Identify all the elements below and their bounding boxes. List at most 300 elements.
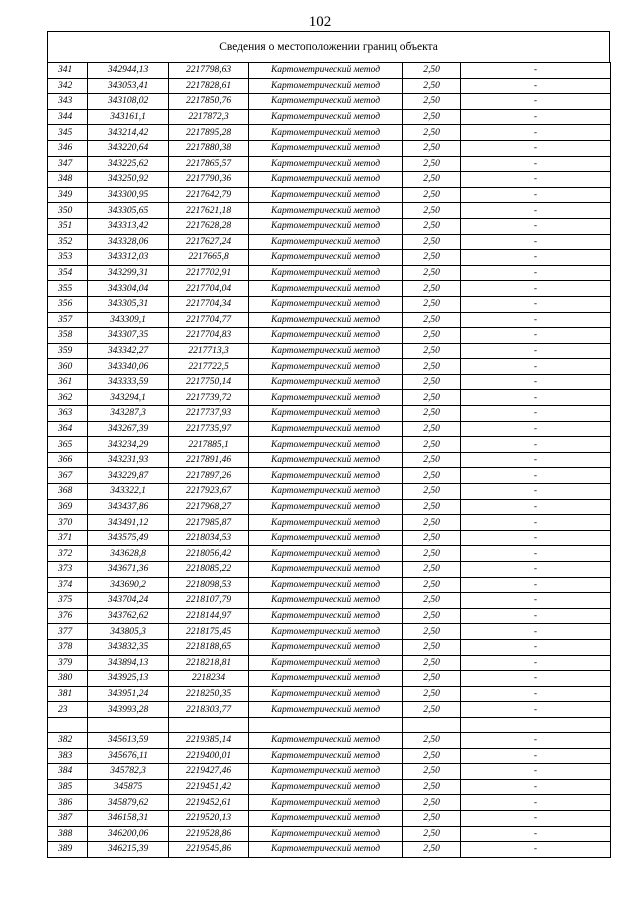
y-coordinate-cell: 2217828,61 — [169, 78, 249, 94]
method-cell: Картометрический метод — [249, 390, 403, 406]
accuracy-cell: 2,50 — [403, 530, 461, 546]
description-cell: - — [461, 810, 611, 826]
x-coordinate-cell: 343322,1 — [88, 484, 169, 500]
method-cell: Картометрический метод — [249, 374, 403, 390]
table-row — [48, 608, 611, 624]
y-coordinate-cell: 2217739,72 — [169, 390, 249, 406]
point-number-cell: 388 — [48, 826, 88, 842]
accuracy-cell: 2,50 — [403, 421, 461, 437]
empty-cell — [461, 717, 611, 732]
table-row — [48, 452, 611, 468]
x-coordinate-cell: 343575,49 — [88, 530, 169, 546]
accuracy-cell: 2,50 — [403, 779, 461, 795]
method-cell: Картометрический метод — [249, 702, 403, 718]
x-coordinate-cell: 343437,86 — [88, 499, 169, 515]
table-row — [48, 343, 611, 359]
table-row — [48, 842, 611, 858]
description-cell: - — [461, 343, 611, 359]
method-cell: Картометрический метод — [249, 639, 403, 655]
description-cell: - — [461, 686, 611, 702]
y-coordinate-cell: 2217735,97 — [169, 421, 249, 437]
description-cell: - — [461, 156, 611, 172]
accuracy-cell: 2,50 — [403, 250, 461, 266]
method-cell: Картометрический метод — [249, 686, 403, 702]
x-coordinate-cell: 343305,31 — [88, 296, 169, 312]
accuracy-cell: 2,50 — [403, 546, 461, 562]
table-row — [48, 421, 611, 437]
accuracy-cell: 2,50 — [403, 94, 461, 110]
method-cell: Картометрический метод — [249, 748, 403, 764]
table-row — [48, 810, 611, 826]
y-coordinate-cell: 2217642,79 — [169, 187, 249, 203]
page-number: 102 — [308, 14, 332, 30]
accuracy-cell: 2,50 — [403, 437, 461, 453]
description-cell: - — [461, 624, 611, 640]
x-coordinate-cell: 343671,36 — [88, 562, 169, 578]
method-cell: Картометрический метод — [249, 78, 403, 94]
y-coordinate-cell: 2217722,5 — [169, 359, 249, 375]
method-cell: Картометрический метод — [249, 172, 403, 188]
table-row — [48, 702, 611, 718]
y-coordinate-cell: 2217702,91 — [169, 265, 249, 281]
description-cell: - — [461, 826, 611, 842]
point-number-cell: 377 — [48, 624, 88, 640]
table-row — [48, 296, 611, 312]
point-number-cell: 358 — [48, 328, 88, 344]
point-number-cell: 360 — [48, 359, 88, 375]
point-number-cell: 362 — [48, 390, 88, 406]
x-coordinate-cell: 345782,3 — [88, 764, 169, 780]
x-coordinate-cell: 343307,35 — [88, 328, 169, 344]
x-coordinate-cell: 343832,35 — [88, 639, 169, 655]
x-coordinate-cell: 343704,24 — [88, 593, 169, 609]
y-coordinate-cell: 2219545,86 — [169, 842, 249, 858]
point-number-cell: 381 — [48, 686, 88, 702]
method-cell: Картометрический метод — [249, 468, 403, 484]
description-cell: - — [461, 265, 611, 281]
description-cell: - — [461, 577, 611, 593]
table-row — [48, 671, 611, 687]
y-coordinate-cell: 2217704,83 — [169, 328, 249, 344]
accuracy-cell: 2,50 — [403, 764, 461, 780]
description-cell: - — [461, 187, 611, 203]
accuracy-cell: 2,50 — [403, 218, 461, 234]
accuracy-cell: 2,50 — [403, 187, 461, 203]
method-cell: Картометрический метод — [249, 250, 403, 266]
x-coordinate-cell: 346158,31 — [88, 810, 169, 826]
method-cell: Картометрический метод — [249, 593, 403, 609]
description-cell: - — [461, 328, 611, 344]
method-cell: Картометрический метод — [249, 484, 403, 500]
accuracy-cell: 2,50 — [403, 686, 461, 702]
x-coordinate-cell: 343993,28 — [88, 702, 169, 718]
method-cell: Картометрический метод — [249, 671, 403, 687]
point-number-cell: 370 — [48, 515, 88, 531]
point-number-cell: 378 — [48, 639, 88, 655]
accuracy-cell: 2,50 — [403, 63, 461, 79]
accuracy-cell: 2,50 — [403, 343, 461, 359]
y-coordinate-cell: 2218218,81 — [169, 655, 249, 671]
y-coordinate-cell: 2217850,76 — [169, 94, 249, 110]
accuracy-cell: 2,50 — [403, 810, 461, 826]
table-row — [48, 203, 611, 219]
y-coordinate-cell: 2217628,28 — [169, 218, 249, 234]
x-coordinate-cell: 343294,1 — [88, 390, 169, 406]
method-cell: Картометрический метод — [249, 732, 403, 748]
point-number-cell: 385 — [48, 779, 88, 795]
table-row — [48, 655, 611, 671]
table-row — [48, 328, 611, 344]
accuracy-cell: 2,50 — [403, 484, 461, 500]
y-coordinate-cell: 2217665,8 — [169, 250, 249, 266]
method-cell: Картометрический метод — [249, 109, 403, 125]
y-coordinate-cell: 2217798,63 — [169, 63, 249, 79]
accuracy-cell: 2,50 — [403, 499, 461, 515]
accuracy-cell: 2,50 — [403, 265, 461, 281]
table-row — [48, 826, 611, 842]
table-row — [48, 530, 611, 546]
accuracy-cell: 2,50 — [403, 390, 461, 406]
description-cell: - — [461, 94, 611, 110]
empty-cell — [48, 717, 88, 732]
point-number-cell: 355 — [48, 281, 88, 297]
y-coordinate-cell: 2217865,57 — [169, 156, 249, 172]
x-coordinate-cell: 343690,2 — [88, 577, 169, 593]
point-number-cell: 373 — [48, 562, 88, 578]
method-cell: Картометрический метод — [249, 359, 403, 375]
accuracy-cell: 2,50 — [403, 281, 461, 297]
description-cell: - — [461, 109, 611, 125]
table-row — [48, 515, 611, 531]
table-row — [48, 577, 611, 593]
x-coordinate-cell: 343333,59 — [88, 374, 169, 390]
x-coordinate-cell: 343328,06 — [88, 234, 169, 250]
table-row — [48, 748, 611, 764]
description-cell: - — [461, 296, 611, 312]
table-row — [48, 94, 611, 110]
method-cell: Картометрический метод — [249, 156, 403, 172]
y-coordinate-cell: 2218056,42 — [169, 546, 249, 562]
point-number-cell: 347 — [48, 156, 88, 172]
table-row — [48, 140, 611, 156]
table-row — [48, 562, 611, 578]
accuracy-cell: 2,50 — [403, 359, 461, 375]
x-coordinate-cell: 343250,92 — [88, 172, 169, 188]
description-cell: - — [461, 359, 611, 375]
y-coordinate-cell: 2217750,14 — [169, 374, 249, 390]
table-row — [48, 779, 611, 795]
accuracy-cell: 2,50 — [403, 562, 461, 578]
x-coordinate-cell: 345613,59 — [88, 732, 169, 748]
point-number-cell: 371 — [48, 530, 88, 546]
accuracy-cell: 2,50 — [403, 577, 461, 593]
y-coordinate-cell: 2217968,27 — [169, 499, 249, 515]
description-cell: - — [461, 437, 611, 453]
y-coordinate-cell: 2217872,3 — [169, 109, 249, 125]
table-row — [48, 359, 611, 375]
method-cell: Картометрический метод — [249, 296, 403, 312]
accuracy-cell: 2,50 — [403, 109, 461, 125]
accuracy-cell: 2,50 — [403, 842, 461, 858]
x-coordinate-cell: 342944,13 — [88, 63, 169, 79]
point-number-cell: 374 — [48, 577, 88, 593]
x-coordinate-cell: 343342,27 — [88, 343, 169, 359]
accuracy-cell: 2,50 — [403, 125, 461, 141]
table-row — [48, 593, 611, 609]
y-coordinate-cell: 2218175,45 — [169, 624, 249, 640]
description-cell: - — [461, 608, 611, 624]
x-coordinate-cell: 343053,41 — [88, 78, 169, 94]
y-coordinate-cell: 2219452,61 — [169, 795, 249, 811]
point-number-cell: 364 — [48, 421, 88, 437]
empty-cell — [169, 717, 249, 732]
accuracy-cell: 2,50 — [403, 515, 461, 531]
x-coordinate-cell: 343951,24 — [88, 686, 169, 702]
table-title: Сведения о местоположении границ объекта — [47, 31, 610, 62]
table-row — [48, 484, 611, 500]
accuracy-cell: 2,50 — [403, 203, 461, 219]
accuracy-cell: 2,50 — [403, 140, 461, 156]
x-coordinate-cell: 343231,93 — [88, 452, 169, 468]
table-row — [48, 250, 611, 266]
accuracy-cell: 2,50 — [403, 452, 461, 468]
point-number-cell: 365 — [48, 437, 88, 453]
table-row — [48, 312, 611, 328]
x-coordinate-cell: 343299,31 — [88, 265, 169, 281]
table-row — [48, 546, 611, 562]
separator-row — [48, 717, 611, 732]
x-coordinate-cell: 343491,12 — [88, 515, 169, 531]
point-number-cell: 386 — [48, 795, 88, 811]
point-number-cell: 342 — [48, 78, 88, 94]
x-coordinate-cell: 343925,13 — [88, 671, 169, 687]
y-coordinate-cell: 2218107,79 — [169, 593, 249, 609]
y-coordinate-cell: 2217880,38 — [169, 140, 249, 156]
description-cell: - — [461, 779, 611, 795]
y-coordinate-cell: 2217895,28 — [169, 125, 249, 141]
method-cell: Картометрический метод — [249, 63, 403, 79]
x-coordinate-cell: 346215,39 — [88, 842, 169, 858]
y-coordinate-cell: 2217713,3 — [169, 343, 249, 359]
method-cell: Картометрический метод — [249, 187, 403, 203]
x-coordinate-cell: 343108,02 — [88, 94, 169, 110]
method-cell: Картометрический метод — [249, 499, 403, 515]
method-cell: Картометрический метод — [249, 826, 403, 842]
x-coordinate-cell: 343628,8 — [88, 546, 169, 562]
description-cell: - — [461, 795, 611, 811]
accuracy-cell: 2,50 — [403, 172, 461, 188]
accuracy-cell: 2,50 — [403, 328, 461, 344]
y-coordinate-cell: 2217704,04 — [169, 281, 249, 297]
accuracy-cell: 2,50 — [403, 702, 461, 718]
method-cell: Картометрический метод — [249, 406, 403, 422]
point-number-cell: 343 — [48, 94, 88, 110]
table-row — [48, 109, 611, 125]
accuracy-cell: 2,50 — [403, 593, 461, 609]
point-number-cell: 375 — [48, 593, 88, 609]
point-number-cell: 363 — [48, 406, 88, 422]
table-row — [48, 624, 611, 640]
description-cell: - — [461, 203, 611, 219]
x-coordinate-cell: 343894,13 — [88, 655, 169, 671]
table-row — [48, 63, 611, 79]
point-number-cell: 361 — [48, 374, 88, 390]
accuracy-cell: 2,50 — [403, 639, 461, 655]
empty-cell — [88, 717, 169, 732]
point-number-cell: 352 — [48, 234, 88, 250]
accuracy-cell: 2,50 — [403, 374, 461, 390]
description-cell: - — [461, 842, 611, 858]
x-coordinate-cell: 343234,29 — [88, 437, 169, 453]
x-coordinate-cell: 346200,06 — [88, 826, 169, 842]
description-cell: - — [461, 281, 611, 297]
description-cell: - — [461, 140, 611, 156]
accuracy-cell: 2,50 — [403, 671, 461, 687]
y-coordinate-cell: 2217885,1 — [169, 437, 249, 453]
point-number-cell: 344 — [48, 109, 88, 125]
y-coordinate-cell: 2217891,46 — [169, 452, 249, 468]
description-cell: - — [461, 593, 611, 609]
point-number-cell: 349 — [48, 187, 88, 203]
table-body — [48, 63, 611, 858]
description-cell: - — [461, 125, 611, 141]
point-number-cell: 382 — [48, 732, 88, 748]
point-number-cell: 389 — [48, 842, 88, 858]
method-cell: Картометрический метод — [249, 328, 403, 344]
method-cell: Картометрический метод — [249, 655, 403, 671]
empty-cell — [403, 717, 461, 732]
description-cell: - — [461, 764, 611, 780]
point-number-cell: 387 — [48, 810, 88, 826]
y-coordinate-cell: 2219385,14 — [169, 732, 249, 748]
x-coordinate-cell: 343267,39 — [88, 421, 169, 437]
coordinates-table — [47, 62, 611, 858]
table-row — [48, 686, 611, 702]
method-cell: Картометрический метод — [249, 608, 403, 624]
description-cell: - — [461, 702, 611, 718]
table-row — [48, 156, 611, 172]
point-number-cell: 359 — [48, 343, 88, 359]
description-cell: - — [461, 172, 611, 188]
table-row — [48, 764, 611, 780]
description-cell: - — [461, 530, 611, 546]
y-coordinate-cell: 2218085,22 — [169, 562, 249, 578]
table-row — [48, 795, 611, 811]
description-cell: - — [461, 732, 611, 748]
description-cell: - — [461, 499, 611, 515]
x-coordinate-cell: 343229,87 — [88, 468, 169, 484]
y-coordinate-cell: 2217737,93 — [169, 406, 249, 422]
method-cell: Картометрический метод — [249, 779, 403, 795]
table-row — [48, 187, 611, 203]
accuracy-cell: 2,50 — [403, 78, 461, 94]
y-coordinate-cell: 2218034,53 — [169, 530, 249, 546]
y-coordinate-cell: 2219400,01 — [169, 748, 249, 764]
description-cell: - — [461, 250, 611, 266]
description-cell: - — [461, 390, 611, 406]
method-cell: Картометрический метод — [249, 437, 403, 453]
description-cell: - — [461, 655, 611, 671]
y-coordinate-cell: 2217621,18 — [169, 203, 249, 219]
accuracy-cell: 2,50 — [403, 795, 461, 811]
description-cell: - — [461, 421, 611, 437]
description-cell: - — [461, 515, 611, 531]
method-cell: Картометрический метод — [249, 530, 403, 546]
point-number-cell: 351 — [48, 218, 88, 234]
table-row — [48, 125, 611, 141]
x-coordinate-cell: 343762,62 — [88, 608, 169, 624]
accuracy-cell: 2,50 — [403, 748, 461, 764]
description-cell: - — [461, 234, 611, 250]
method-cell: Картометрический метод — [249, 312, 403, 328]
x-coordinate-cell: 343300,95 — [88, 187, 169, 203]
method-cell: Картометрический метод — [249, 515, 403, 531]
description-cell: - — [461, 546, 611, 562]
y-coordinate-cell: 2217985,87 — [169, 515, 249, 531]
y-coordinate-cell: 2218234 — [169, 671, 249, 687]
table-row — [48, 732, 611, 748]
x-coordinate-cell: 343304,04 — [88, 281, 169, 297]
table-row — [48, 437, 611, 453]
method-cell: Картометрический метод — [249, 218, 403, 234]
coordinates-sheet — [47, 31, 610, 858]
method-cell: Картометрический метод — [249, 94, 403, 110]
table-row — [48, 374, 611, 390]
table-row — [48, 499, 611, 515]
description-cell: - — [461, 406, 611, 422]
y-coordinate-cell: 2218188,65 — [169, 639, 249, 655]
point-number-cell: 341 — [48, 63, 88, 79]
method-cell: Картометрический метод — [249, 234, 403, 250]
method-cell: Картометрический метод — [249, 562, 403, 578]
y-coordinate-cell: 2217627,24 — [169, 234, 249, 250]
method-cell: Картометрический метод — [249, 795, 403, 811]
method-cell: Картометрический метод — [249, 343, 403, 359]
table-row — [48, 406, 611, 422]
method-cell: Картометрический метод — [249, 764, 403, 780]
point-number-cell: 369 — [48, 499, 88, 515]
y-coordinate-cell: 2219451,42 — [169, 779, 249, 795]
accuracy-cell: 2,50 — [403, 156, 461, 172]
y-coordinate-cell: 2219427,46 — [169, 764, 249, 780]
accuracy-cell: 2,50 — [403, 468, 461, 484]
point-number-cell: 354 — [48, 265, 88, 281]
x-coordinate-cell: 343225,62 — [88, 156, 169, 172]
x-coordinate-cell: 345676,11 — [88, 748, 169, 764]
y-coordinate-cell: 2218144,97 — [169, 608, 249, 624]
point-number-cell: 376 — [48, 608, 88, 624]
description-cell: - — [461, 218, 611, 234]
accuracy-cell: 2,50 — [403, 624, 461, 640]
point-number-cell: 23 — [48, 702, 88, 718]
point-number-cell: 366 — [48, 452, 88, 468]
method-cell: Картометрический метод — [249, 125, 403, 141]
point-number-cell: 353 — [48, 250, 88, 266]
point-number-cell: 356 — [48, 296, 88, 312]
point-number-cell: 383 — [48, 748, 88, 764]
x-coordinate-cell: 345879,62 — [88, 795, 169, 811]
y-coordinate-cell: 2218303,77 — [169, 702, 249, 718]
method-cell: Картометрический метод — [249, 810, 403, 826]
description-cell: - — [461, 63, 611, 79]
point-number-cell: 379 — [48, 655, 88, 671]
accuracy-cell: 2,50 — [403, 732, 461, 748]
description-cell: - — [461, 639, 611, 655]
y-coordinate-cell: 2217790,36 — [169, 172, 249, 188]
empty-cell — [249, 717, 403, 732]
accuracy-cell: 2,50 — [403, 655, 461, 671]
description-cell: - — [461, 312, 611, 328]
